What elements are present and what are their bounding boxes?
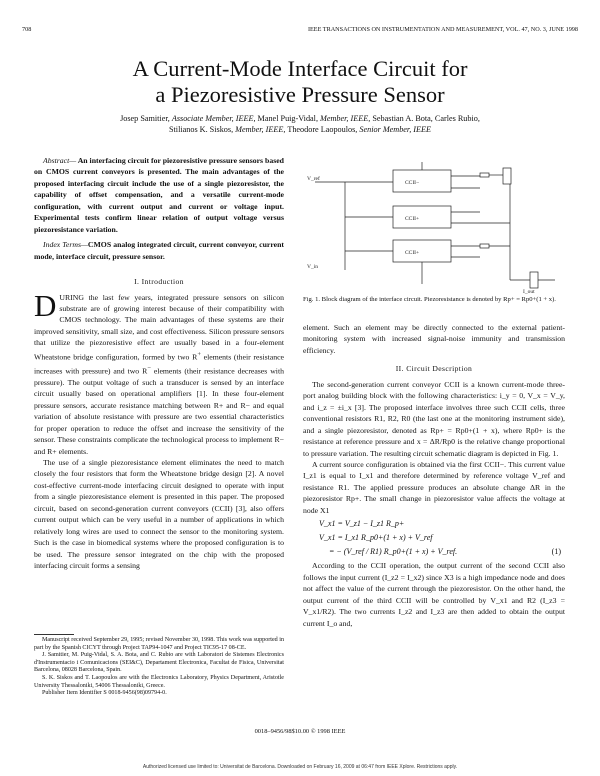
journal-name: IEEE TRANSACTIONS ON INSTRUMENTATION AND MEASUREMENT, VOL. 47, NO. 3, JUNE 1998 (307, 26, 578, 33)
author-name: , Manel Puig-Vidal, (253, 114, 321, 123)
left-column (34, 155, 284, 572)
title-line-1: A Current-Mode Interface Circuit for (132, 56, 468, 81)
author-line-1 (40, 113, 560, 124)
ccii-1-label: CCII− (405, 180, 420, 186)
equation-1 (303, 516, 565, 560)
right-paragraph-4: According to the CCII operation, the output current of the second CCII also follows the input current (I_z2 = I_x2) since X3 is a high impedance node and does not affect the value of the current through the piezoresistor. On the other hand, the output current of the third CCII will be controlled by V_x1 and R2 (I_z3 = V_x1/R2). The two currents I_z2 and I_z3 are then added to obtain the output current I_o and, (303, 561, 565, 628)
index-terms: Index Terms—CMOS analog integrated circuit, current conveyor, current mode, interface circuit, pressure sensor. (34, 240, 284, 261)
ccii-2-block (393, 206, 451, 228)
author-role: Member, IEEE (235, 125, 284, 134)
author-role: Member, IEEE (320, 114, 369, 123)
ccii-3-label: CCII+ (405, 250, 420, 256)
author-role: Associate Member, IEEE (171, 114, 254, 123)
author-name: Josep Samitier, (120, 114, 172, 123)
author-line-2 (40, 124, 560, 135)
right-paragraph-1: element. Such an element may be directly connected to the external patient-monitoring system with increased signal-noise immunity and transmission efficiency. (303, 323, 565, 355)
equation-line-3: = − (V_ref / R1) R_p0+(1 + x) + V_ref. (329, 547, 458, 557)
title-line-2: a Piezoresistive Pressure Sensor (155, 82, 445, 107)
author-name: , Theodore Laopoulos, (283, 125, 360, 134)
resistor-r0 (530, 272, 538, 288)
circuit-diagram (305, 160, 563, 294)
running-header (22, 26, 578, 35)
drop-cap: D (34, 287, 57, 323)
section-heading-circuit-description: II. Circuit Description (395, 364, 473, 374)
author-name: , Sebastian A. Bota, Carles Rubio, (368, 114, 480, 123)
author-list (40, 113, 560, 135)
resistor-r1 (480, 173, 489, 177)
footnote: Manuscript received September 29, 1995; revised November 30, 1998. This work was supported in part by the Spanish CICYT through Project TAP94-1047 and Project TIC95-17 08-CE. J. Samitier, M. Puig-Vidal, S. A. Bota, and C. Rubio are with Laboratori de Sistemes Electronics d'Instrumentacio i Comunicacions (SEI&C), Departament Electronica, Facultat de Fisica, Universitat Barcelona, 08028 Barcelona, Spain. S. K. Siskos and T. Laopoulos are with the Electronics Laboratory, Physics Department, Aristotle University Thessaloniki, 54006 Thessaloniki, Greece. Publisher Item Identifier S 0018-9456(98)09794-0. (34, 637, 284, 697)
intro-paragraph-2: The use of a single piezoresistance element eliminates the need to match closely the four resistors that form the Wheatstone bridge design [2]. A novel cost-effective current-mode interfacing circuit designed to operate with input from a single piezoresistance element is presented in this paper. The proposed circuit, based on second-generation current conveyors (CCII) [3], also offers current output which can be very useful in a number of applications in which relatively long wires are used to connect the sensor to the monitoring system. Such is the case in biomedical systems where the proposed configuration is to be used. The pressure sensor integrated on the chip with the proposed interfacing circuit forms a sensing (34, 458, 284, 571)
resistor-r2 (480, 244, 489, 248)
author-role: Senior Member, IEEE (359, 125, 432, 134)
equation-line-1: V_x1 = V_z1 − I_z1 R_p+ (319, 519, 405, 529)
paper-title (0, 56, 600, 108)
ccii-3-block (393, 240, 451, 262)
section-heading-introduction: I. Introduction (134, 277, 184, 287)
license-notice: Authorized licensed use limited to: Universitat de Barcelona. Downloaded on February 16, 2009 at 06:47 from IEEE Xplore. Restrictions apply. (142, 764, 458, 770)
ccii-2-label: CCII+ (405, 216, 420, 222)
abstract: Abstract— An interfacing circuit for piezoresistive pressure sensors based on CMOS current conveyors is presented. The main advantages of the proposed interfacing circuit include the use of a single piezoresistor, the capability of offset compensation, and a versatile current-mode configuration, with current output and current or voltage input. Experimental tests confirm linear relation of output voltage versus piezoresistance variation. (34, 156, 284, 234)
author-name: Stilianos K. Siskos, (168, 125, 236, 134)
ccii-1-block (393, 170, 451, 192)
equation-line-2: V_x1 = I_x1 R_p0+(1 + x) + V_ref (319, 533, 433, 543)
right-column (303, 322, 565, 629)
figure-1-block-diagram (305, 160, 563, 294)
vref-label: V_ref (307, 176, 320, 182)
page-number: 708 (22, 26, 32, 33)
equation-number: (1) (551, 547, 561, 557)
footnote-rule (34, 634, 74, 635)
intro-paragraph-1: DURING the last few years, integrated pressure sensors on silicon substrate are of growing interest because of their compatibility with CMOS technology. The main advantages of these systems are their improved sensitivity, small size, and cost effectiveness. Silicon pressure sensors that utilize the piezoresistive effect are usually based in a four-element Wheatstone bridge configuration, formed by two R+ elements (their resistance increases with pressure) and two R− elements (their resistance decreases with pressure). The output voltage of such a transducer is sensed by an interface circuit usually based on operational amplifiers [1]. In these four-element pressure sensors, accurate resistance matching between R+ and R− and equal variation of absolute resistance with pressure are two essential characteristics for proper operation to reduce the offset and increase the sensitivity of the sensor. These constraints complicate the technological process to implement R− and R+ elements. (34, 287, 284, 456)
iout-label: I_out (523, 289, 535, 294)
right-paragraph-3: A current source configuration is obtained via the first CCII−. This current value I_z1 is equal to I_x1 and therefore determined by reference voltage V_ref and resistance R1. The applied pressure produces an absolute change ΔR in the piezoresistor Rp+. The small change in piezoresistor value affects the voltage at node X1 (303, 459, 565, 515)
figure-caption: Fig. 1. Block diagram of the interface circuit. Piezoresistance is denoted by Rp+ = Rp0+(1 + x). (303, 296, 556, 303)
copyright-footer: 0018–9456/98$10.00 © 1998 IEEE (254, 728, 346, 735)
right-paragraph-2: The second-generation current conveyor CCII is a known current-mode three-port analog building block with the following characteristics: i_y = 0, V_x = V_y, and i_z = ±i_x [3]. The proposed interface involves three such CCII cells, three conventional resistors R1, R2, R0 (the last one at the monitoring instrument side), and a single piezoresistor, denoted as Rp+ = Rp0+(1 + x), where Rp0+ is the resistance at reference pressure and x = ΔR/Rp0 is the relative change proportional to pressure variation. The resulting circuit schematic diagram is depicted in Fig. 1. (303, 379, 565, 458)
vin-label: V_in (307, 264, 318, 270)
piezoresistor (503, 168, 511, 184)
